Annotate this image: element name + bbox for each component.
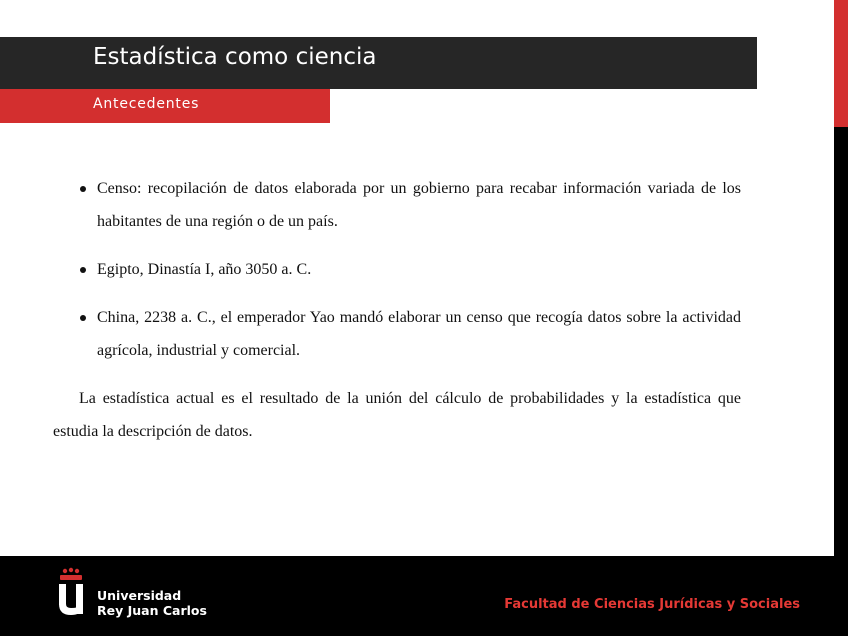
bullet-item-egipto xyxy=(53,253,741,286)
subtitle-bar xyxy=(0,89,330,123)
bullet-item-censo xyxy=(53,172,741,238)
university-name-line1: Universidad xyxy=(97,588,182,603)
slide-subtitle: Antecedentes xyxy=(93,96,200,112)
university-name xyxy=(97,588,207,618)
bullet-text: China, 2238 a. C., el emperador Yao mandó elaborar un censo que recogía datos sobre la actividad agrícola, industrial y comercial. xyxy=(97,309,741,359)
bullet-text: Censo: recopilación de datos elaborada por un gobierno para recabar información variada de los habitantes de una región o de un país. xyxy=(97,180,741,230)
slide-content xyxy=(53,172,741,448)
faculty-name: Facultad de Ciencias Jurídicas y Sociales xyxy=(504,597,800,612)
side-accent-red xyxy=(834,0,848,127)
bullet-text: Egipto, Dinastía I, año 3050 a. C. xyxy=(97,261,312,278)
bullet-dot xyxy=(80,315,86,321)
bullet-item-china xyxy=(53,301,741,367)
university-logo-icon xyxy=(56,567,86,617)
university-name-line2: Rey Juan Carlos xyxy=(97,603,207,618)
title-bar xyxy=(0,37,757,89)
summary-paragraph: La estadística actual es el resultado de la unión del cálculo de probabilidades y la estadística que estudia la descripción de datos. xyxy=(53,390,741,440)
bullet-dot xyxy=(80,267,86,273)
bullet-list xyxy=(53,172,741,367)
side-accent-strip xyxy=(834,0,848,636)
footer xyxy=(0,556,848,636)
slide-title: Estadística como ciencia xyxy=(93,44,377,70)
bullet-dot xyxy=(80,186,86,192)
